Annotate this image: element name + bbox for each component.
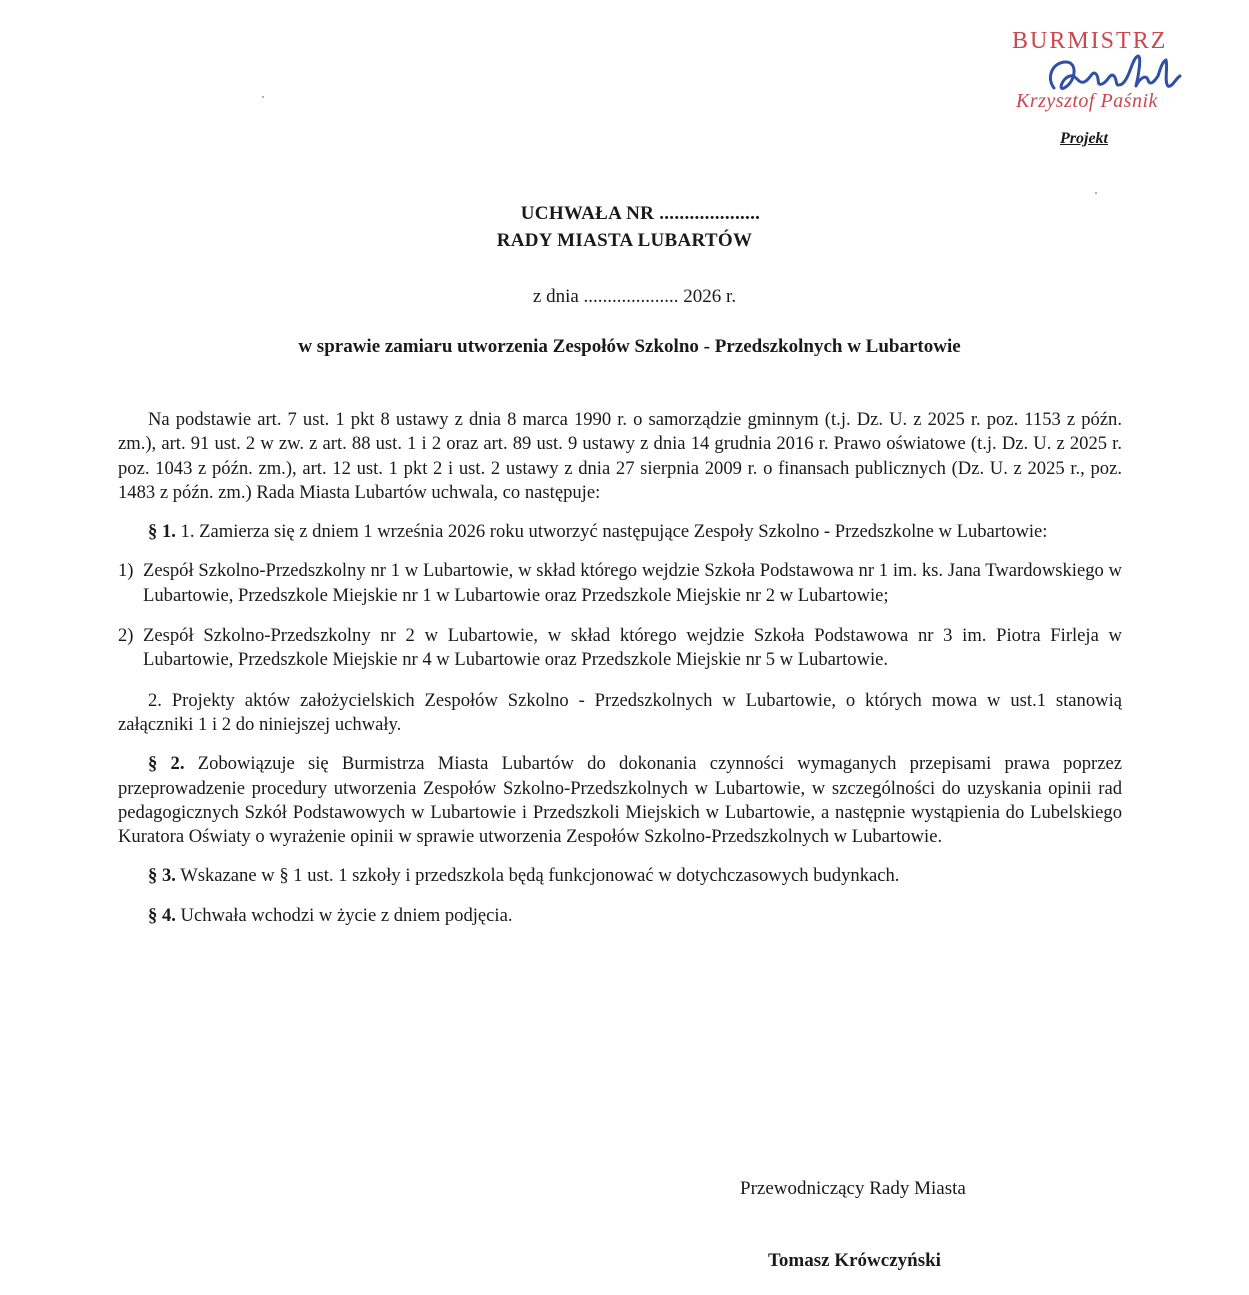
section-2-label: § 2. (148, 753, 185, 775)
scan-speck (262, 96, 264, 98)
resolution-number: UCHWAŁA NR .................... (520, 203, 761, 224)
stamp-name: Krzysztof Paśnik (1016, 90, 1158, 112)
section-1-point-2: 2. Projekty aktów założycielskich Zespołów Szkolno - Przedszkolnych w Lubartowie, o których mowa w ust.1 stanowią załączniki 1 i 2 do niniejszej uchwały. (118, 689, 1122, 735)
preamble: Na podstawie art. 7 ust. 1 pkt 8 ustawy z dnia 8 marca 1990 r. o samorządzie gminnym (t.j. Dz. U. z 2025 r. poz. 1153 z późn. zm.), art. 91 ust. 2 w zw. z art. 88 ust. 1 i 2 oraz art. 89 ust. 9 ustawy z dnia 14 grudnia 2016 r. Prawo oświatowe (t.j. Dz. U. z 2025 r. poz. 1043 z późn. zm.), art. 12 ust. 1 pkt 2 i ust. 2 ustawy z dnia 27 sierpnia 2009 r. o finansach publicznych (Dz. U. z 2025 r., poz. 1483 z późn. zm.) Rada Miasta Lubartów uchwala, co następuje: (118, 409, 1122, 503)
section-1 (118, 520, 1122, 544)
section-3-text: Wskazane w § 1 ust. 1 szkoły i przedszkola będą funkcjonować w dotychczasowych budynkach. (175, 865, 900, 887)
list-item (118, 559, 1122, 608)
list-item-number: 2) (118, 625, 134, 647)
section-4-label: § 4. (148, 904, 176, 926)
council-name: RADY MIASTA LUBARTÓW (496, 230, 753, 251)
burmistrz-stamp (1000, 28, 1215, 128)
section-2-text: Zobowiązuje się Burmistrza Miasta Lubartów do dokonania czynności wymaganych przepisami prawa poprzez przeprowadzenie procedury utworzenia Zespołów Szkolno-Przedszkolnych w Lubartowie, w szczególności do uzyskania opinii rad pedagogicznych Szkół Podstawowych w Lubartowie i Przedszkoli Miejskich w Lubartowie, a następnie wystąpienia do Lubelskiego Kuratora Oświaty o wyrażenie opinii w sprawie utworzenia Zespołów Szkolno-Przedszkolnych w Lubartowie. (118, 753, 1122, 848)
section-2 (118, 752, 1122, 849)
projekt-label: Projekt (1060, 130, 1108, 147)
scan-speck (1095, 192, 1097, 194)
list-item-text: Zespół Szkolno-Przedszkolny nr 1 w Lubartowie, w skład którego wejdzie Szkoła Podstawowa nr 1 im. ks. Jana Twardowskiego w Lubartowie, Przedszkole Miejskie nr 1 w Lubartowie oraz Przedszkole Miejskie nr 2 w Lubartowie; (143, 560, 1122, 606)
resolution-subject: w sprawie zamiaru utworzenia Zespołów Szkolno - Przedszkolnych w Lubartowie (298, 336, 961, 357)
section-3-label: § 3. (148, 865, 176, 887)
section-3 (118, 864, 1122, 888)
chair-title: Przewodniczący Rady Miasta (740, 1178, 966, 1199)
list-item-text: Zespół Szkolno-Przedszkolny nr 2 w Lubartowie, w skład którego wejdzie Szkoła Podstawowa nr 3 im. Piotra Firleja w Lubartowie, Przedszkole Miejskie nr 4 w Lubartowie oraz Przedszkole Miejskie nr 5 w Lubartowie. (143, 625, 1122, 671)
chair-name: Tomasz Krówczyński (768, 1250, 941, 1271)
section-4 (118, 904, 1122, 928)
stamp-title: BURMISTRZ (1012, 28, 1168, 54)
document-body (118, 408, 1122, 943)
section-1-label: § 1. (148, 521, 176, 543)
list-item-number: 1) (118, 560, 134, 582)
resolution-date: z dnia .................... 2026 r. (532, 286, 737, 307)
section-4-text: Uchwała wchodzi w życie z dniem podjęcia. (175, 904, 513, 926)
list-item (118, 624, 1122, 673)
section-1-text: 1. Zamierza się z dniem 1 września 2026 roku utworzyć następujące Zespoły Szkolno - Przedszkolne w Lubartowie: (175, 521, 1048, 543)
